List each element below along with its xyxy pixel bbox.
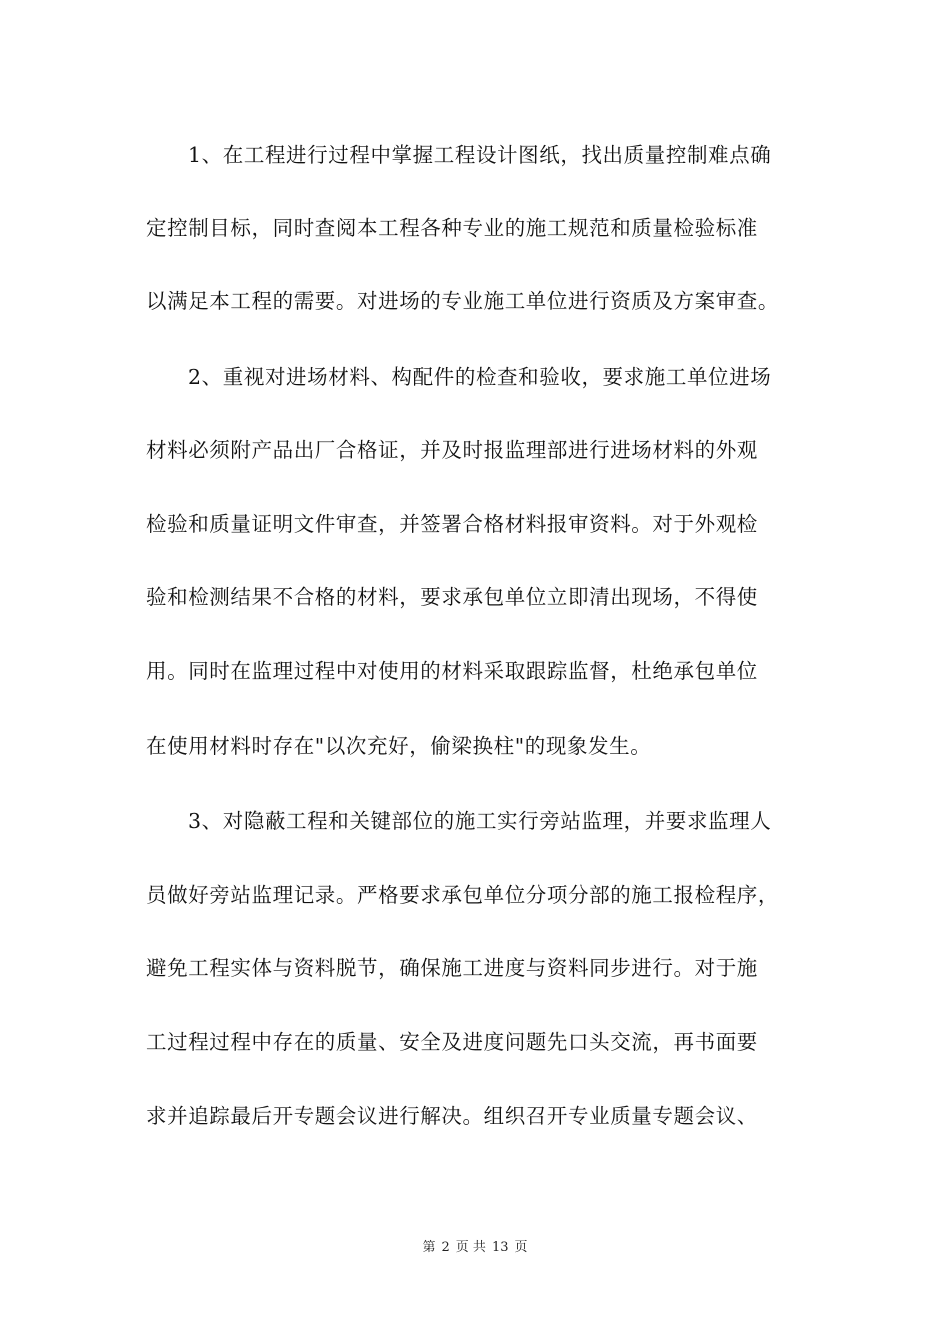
paragraph-2-line-3: 检验和质量证明文件审查，并签署合格材料报审资料。对于外观检 xyxy=(146,512,758,536)
paragraph-3-line-4: 工过程过程中存在的质量、安全及进度问题先口头交流，再书面要 xyxy=(146,1030,758,1054)
page-footer xyxy=(0,1236,950,1255)
paragraph-3-line-5: 求并追踪最后开专题会议进行解决。组织召开专业质量专题会议、 xyxy=(146,1104,758,1128)
paragraph-2-line-6: 在使用材料时存在"以次充好，偷梁换柱"的现象发生。 xyxy=(146,734,652,758)
footer-current-page: 2 xyxy=(441,1240,450,1255)
footer-total-pages: 13 xyxy=(491,1240,509,1255)
paragraph-3-line-2: 员做好旁站监理记录。严格要求承包单位分项分部的施工报检程序， xyxy=(146,883,779,907)
paragraph-2-line-2: 材料必须附产品出厂合格证，并及时报监理部进行进场材料的外观 xyxy=(146,438,758,462)
paragraph-1-line-1: 1、在工程进行过程中掌握工程设计图纸，找出质量控制难点确 xyxy=(188,143,772,167)
paragraph-2-line-1: 2、重视对进场材料、构配件的检查和验收，要求施工单位进场 xyxy=(188,365,772,389)
footer-middle: 页 共 xyxy=(455,1240,486,1255)
footer-suffix: 页 xyxy=(514,1240,528,1255)
paragraph-3-line-3: 避免工程实体与资料脱节，确保施工进度与资料同步进行。对于施 xyxy=(146,956,758,980)
paragraph-3-line-1: 3、对隐蔽工程和关键部位的施工实行旁站监理，并要求监理人 xyxy=(188,809,772,833)
footer-prefix: 第 xyxy=(422,1240,436,1255)
paragraph-2-line-5: 用。同时在监理过程中对使用的材料采取跟踪监督，杜绝承包单位 xyxy=(146,659,758,683)
paragraph-1-line-2: 定控制目标，同时查阅本工程各种专业的施工规范和质量检验标准 xyxy=(146,216,758,240)
paragraph-1-line-3: 以满足本工程的需要。对进场的专业施工单位进行资质及方案审查。 xyxy=(146,289,779,313)
paragraph-2-line-4: 验和检测结果不合格的材料，要求承包单位立即清出现场，不得使 xyxy=(146,585,758,609)
